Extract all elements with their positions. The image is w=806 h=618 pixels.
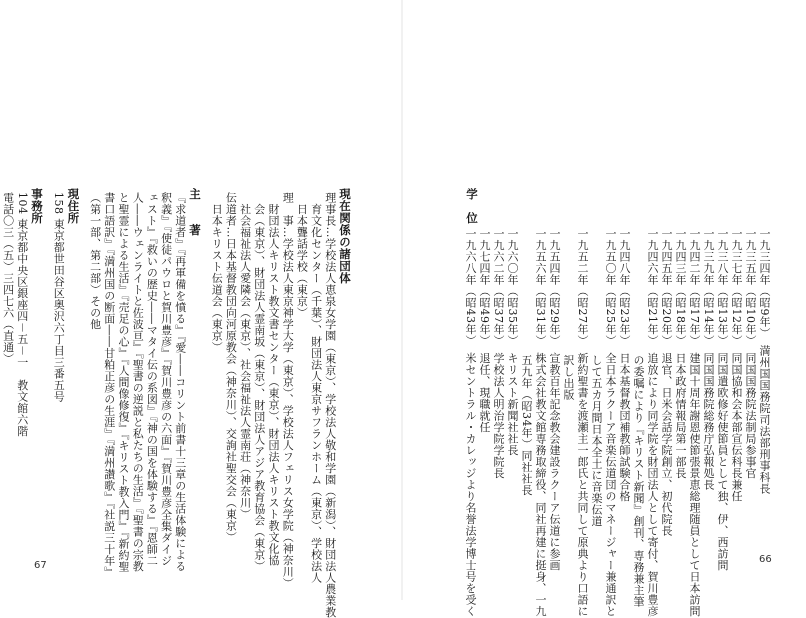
- text-line: 158 東京都世田谷区奥沢六丁目三番五号: [52, 192, 66, 403]
- text-line: 一九五六年（昭31年） 株式会社教文館専務取締役、同社再建に挺身、一九: [534, 228, 547, 617]
- text-line: 日本聾話学校（東京）: [295, 192, 309, 319]
- section-heading: 現在関係の諸団体: [338, 188, 352, 284]
- text-line: 一九五二年（昭27年） 新約聖書を渡瀬主一郎氏と共同して原典より口語に: [576, 228, 589, 617]
- page-number-right: 66: [759, 554, 772, 565]
- section-heading: 事務所: [30, 188, 44, 224]
- text-line: 一九六八年（昭43年） 米セントラル・カレッジより名誉法学博士号を受く: [464, 228, 477, 617]
- text-line: 訳し出版: [562, 228, 575, 401]
- text-line: 一九四八年（昭23年） 日本基督教団補教師試験合格: [618, 228, 631, 502]
- text-line: 伝道者…日本基督教団向河原教会（神奈川）、交詢社聖交会（東京）: [224, 192, 238, 543]
- text-line: 104 東京都中央区銀座四－五－一 教文館六階: [15, 192, 29, 437]
- text-line: 電話〇三（五）三四七六（直通）: [1, 192, 15, 365]
- text-line: 『求道者』『再軍備を憤る』『愛――コリント前書十三章の生活体験による: [173, 192, 187, 572]
- section-heading: 主 著: [188, 188, 202, 236]
- text-line: 一九六〇年（昭35年） キリスト新聞社社長: [506, 228, 519, 456]
- text-line: 一九四六年（昭21年） 追放により同学院を財団法人として寄付、賀川豊彦: [646, 228, 659, 617]
- text-line: 理事長…学校法人恵泉女学園（東京）、学校法人敬和学園（新潟）、財団法人農業教: [323, 192, 337, 618]
- text-line: 財団法人キリスト教文書センター（東京）、財団法人キリスト教文化協: [267, 192, 280, 566]
- text-line: 釈義』『使徒パウロと賀川豊彦』『賀川豊彦の六面』『賀川豊彦全集ダイジ: [159, 192, 173, 567]
- text-line: 一九七四年（昭49年） 退任、現職就任: [478, 228, 491, 433]
- text-line: 一九三五年（昭10年） 同国国務院法制局参事官: [744, 228, 757, 479]
- section-heading: 学 位: [465, 188, 479, 224]
- text-line: 五九年（昭34年）同社社長: [520, 228, 533, 496]
- text-line: 一九五四年（昭29年） 宣教百年記念教会建設ラクーア伝道に参画: [548, 228, 561, 571]
- text-line: （第一部、第二部）その他: [88, 192, 102, 330]
- text-line: 一九四二年（昭17年） 建国十周年謝恩使節張景恵総理随員として日本訪問: [688, 228, 701, 617]
- text-line: 社会福祉法人愛隣会（東京）、社会福祉法人霊南荘（神奈川）: [238, 192, 252, 520]
- text-line: 一九四五年（昭20年） 退官、日米会話学院創立、初代院長: [660, 228, 673, 537]
- text-line: の委嘱により『キリスト新聞』創刊、専務兼主筆: [632, 228, 645, 608]
- text-line: 日本キリスト伝道会（東京）: [210, 192, 224, 353]
- text-line: 一九三八年（昭13年） 同国遣欧修好使節員として独、伊、西訪問: [716, 228, 729, 571]
- right-page: [403, 0, 806, 617]
- text-line: 会（東京）、財団法人霊南坂（東京）、財団法人アジア教育協会（東京）: [252, 192, 266, 572]
- text-line: 書口語訳』『満州国の断面――甘粕正彦の生涯』『満州讃歌』『社説三十年』: [102, 192, 116, 578]
- text-line: 一九四三年（昭18年） 日本政府情報局第一部長: [674, 228, 687, 479]
- text-line: 理 事…学校法人東京神学大学（東京）、学校法人フェリス女学院（神奈川）: [281, 192, 295, 589]
- text-line: 人――ウェンライトと佐波亘』『聖書の逆説と私たちの生活』『聖書の宗教: [131, 192, 145, 572]
- text-line: と聖霊による生活』『売足の心』『人間像修復』『キリスト教入門』『新約聖: [117, 192, 130, 573]
- text-line: 一九六二年（昭37年） 学校法人明治学院学院長: [492, 228, 505, 479]
- text-line: 一九三九年（昭14年） 同国国務院総務庁弘報処長: [702, 228, 715, 491]
- text-line: 一九三四年（昭9年） 満州国国務院司法部刑事科長: [758, 228, 771, 495]
- page-number-left: 67: [34, 560, 47, 571]
- text-line: 育文化センター（千葉）、財団法人東京サフランホーム（東京）、学校法人: [309, 192, 323, 584]
- text-line: して五カ月間日本全土に音楽伝道: [590, 228, 603, 527]
- text-line: 一九三七年（昭12年） 同国協和会本部宣伝科長兼任: [730, 228, 743, 502]
- section-heading: 現住所: [66, 188, 81, 224]
- text-line: ェスト』『救いの歴史――マタイ伝の系図』『神の国を体験する』『恩師二: [145, 192, 159, 567]
- text-line: 一九五〇年（昭25年） 全日本ラクーア音楽伝道団のマネージャー兼通訳と: [604, 228, 617, 617]
